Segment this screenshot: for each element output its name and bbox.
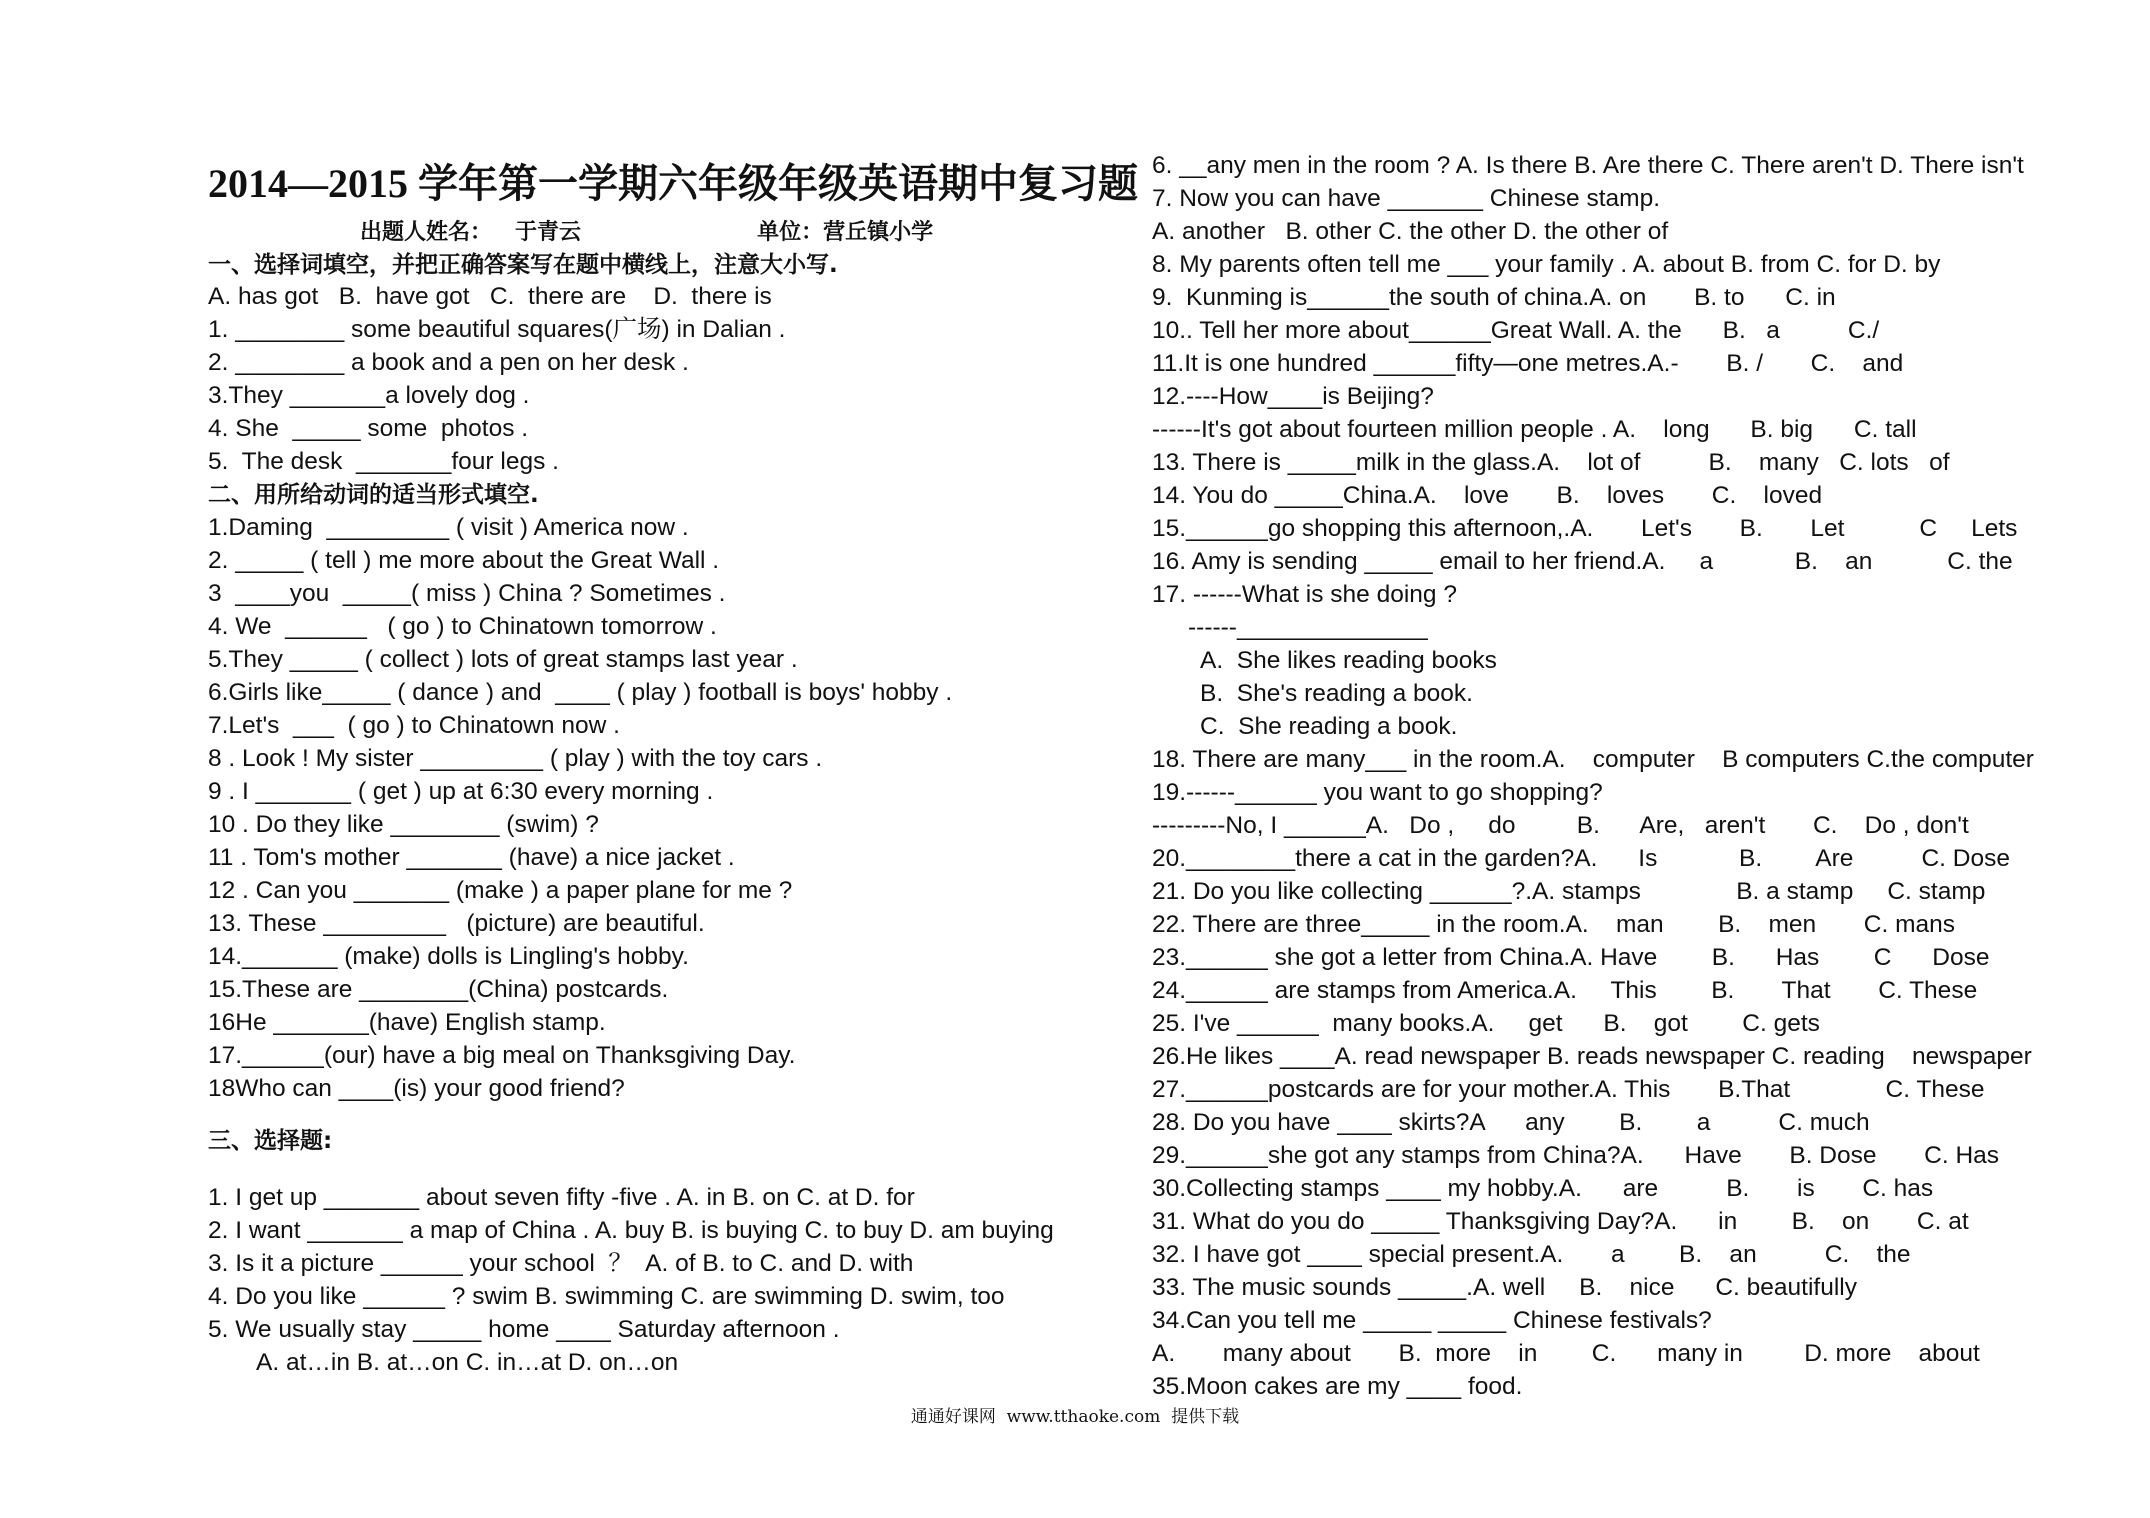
- question-item: ------______________: [1188, 614, 1428, 641]
- question-item: 19.------______ you want to go shopping?: [1152, 779, 1603, 806]
- section2-heading: 二、用所给动词的适当形式填空.: [208, 482, 539, 508]
- question-item: 15.______go shopping this afternoon,.A. Let's B. Let C Lets: [1152, 515, 2018, 542]
- section1-options: A. has got B. have got C. there are D. there is: [208, 283, 772, 310]
- question-item: 23.______ she got a letter from China.A. Have B. Has C Dose: [1152, 944, 1990, 971]
- section1-item: 4. She _____ some photos .: [208, 415, 529, 442]
- section2-item: 3 ____you _____( miss ) China ? Sometimes .: [208, 580, 726, 607]
- question-item: 31. What do you do _____ Thanksgiving Day?A. in B. on C. at: [1152, 1208, 1969, 1235]
- section2-item: 4. We ______ ( go ) to Chinatown tomorrow .: [208, 613, 717, 640]
- section1-item: 5. The desk _______four legs .: [208, 448, 559, 475]
- section2-item: 7.Let's ___ ( go ) to Chinatown now .: [208, 712, 620, 739]
- section3-item: 1. I get up _______ about seven fifty -five . A. in B. on C. at D. for: [208, 1184, 915, 1211]
- section2-item: 14._______ (make) dolls is Lingling's hobby.: [208, 943, 689, 970]
- question-item: 25. I've ______ many books.A. get B. got C. gets: [1152, 1010, 1820, 1037]
- question-item: ---------No, I ______A. Do , do B. Are, aren't C. Do , don't: [1152, 812, 1969, 839]
- section1-heading: 一、选择词填空，并把正确答案写在题中横线上，注意大小写.: [208, 252, 838, 278]
- question-item: 18. There are many___ in the room.A. computer B computers C.the computer: [1152, 746, 2034, 773]
- page-title: 2014—2015 学年第一学期六年级年级英语期中复习题: [208, 161, 1138, 206]
- author-line: 出题人姓名： 于青云 单位：营丘镇小学: [360, 220, 934, 245]
- question-item: 34.Can you tell me _____ _____ Chinese festivals?: [1152, 1307, 1712, 1334]
- question-item: A. many about B. more in C. many in D. more about: [1152, 1340, 1980, 1367]
- question-option: B. She's reading a book.: [1200, 680, 1473, 707]
- question-item: 7. Now you can have _______ Chinese stamp.: [1152, 185, 1661, 212]
- question-item: 33. The music sounds _____.A. well B. nice C. beautifully: [1152, 1274, 1857, 1301]
- section1-item: 1. ________ some beautiful squares(广场) in Dalian .: [208, 316, 786, 343]
- section3-item: 3. Is it a picture ______ your school ？ A. of B. to C. and D. with: [208, 1250, 914, 1277]
- section2-item: 6.Girls like_____ ( dance ) and ____ ( play ) football is boys' hobby .: [208, 679, 953, 706]
- question-item: 17. ------What is she doing ?: [1152, 581, 1457, 608]
- section3-item-options: A. at…in B. at…on C. in…at D. on…on: [256, 1349, 679, 1376]
- section2-item: 2. _____ ( tell ) me more about the Great Wall .: [208, 547, 720, 574]
- section2-item: 17.______(our) have a big meal on Thanksgiving Day.: [208, 1042, 796, 1069]
- section3-item: 4. Do you like ______ ? swim B. swimming C. are swimming D. swim, too: [208, 1283, 1005, 1310]
- question-item: 35.Moon cakes are my ____ food.: [1152, 1373, 1523, 1400]
- question-item: 10.. Tell her more about______Great Wall. A. the B. a C./: [1152, 317, 1880, 344]
- question-item: ------It's got about fourteen million people . A. long B. big C. tall: [1152, 416, 1917, 443]
- section2-item: 13. These _________ (picture) are beautiful.: [208, 910, 705, 937]
- section2-item: 10 . Do they like ________ (swim) ?: [208, 811, 599, 838]
- section3-item: 2. I want _______ a map of China . A. buy B. is buying C. to buy D. am buying: [208, 1217, 1054, 1244]
- question-item: 11.It is one hundred ______fifty—one metres.A.- B. / C. and: [1152, 350, 1904, 377]
- section2-item: 15.These are ________(China) postcards.: [208, 976, 669, 1003]
- section2-item: 8 . Look ! My sister _________ ( play ) with the toy cars .: [208, 745, 823, 772]
- section2-item: 12 . Can you _______ (make ) a paper plane for me ?: [208, 877, 793, 904]
- question-item: 14. You do _____China.A. love B. loves C. loved: [1152, 482, 1823, 509]
- section3-item: 5. We usually stay _____ home ____ Saturday afternoon .: [208, 1316, 840, 1343]
- question-option: A. She likes reading books: [1200, 647, 1497, 674]
- question-item: 30.Collecting stamps ____ my hobby.A. are B. is C. has: [1152, 1175, 1934, 1202]
- section2-item: 9 . I _______ ( get ) up at 6:30 every morning .: [208, 778, 714, 805]
- question-item: 6. __any men in the room ? A. Is there B. Are there C. There aren't D. There isn't: [1152, 152, 2024, 179]
- question-item: 27.______postcards are for your mother.A. This B.That C. These: [1152, 1076, 1985, 1103]
- question-item: 8. My parents often tell me ___ your family . A. about B. from C. for D. by: [1152, 251, 1941, 278]
- section2-item: 5.They _____ ( collect ) lots of great stamps last year .: [208, 646, 798, 673]
- question-item: 24.______ are stamps from America.A. This B. That C. These: [1152, 977, 1978, 1004]
- question-item: 26.He likes ____A. read newspaper B. reads newspaper C. reading newspaper: [1152, 1043, 2032, 1070]
- question-item: 29.______she got any stamps from China?A. Have B. Dose C. Has: [1152, 1142, 2000, 1169]
- section2-item: 16He _______(have) English stamp.: [208, 1009, 606, 1036]
- section2-item: 11 . Tom's mother _______ (have) a nice jacket .: [208, 844, 735, 871]
- question-item: 12.----How____is Beijing?: [1152, 383, 1434, 410]
- section2-item: 18Who can ____(is) your good friend?: [208, 1075, 625, 1102]
- question-option: C. She reading a book.: [1200, 713, 1458, 740]
- question-item: 9. Kunming is______the south of china.A. on B. to C. in: [1152, 284, 1836, 311]
- section3-heading: 三、选择题:: [208, 1128, 333, 1154]
- question-item: 20.________there a cat in the garden?A. Is B. Are C. Dose: [1152, 845, 2010, 872]
- question-item: 32. I have got ____ special present.A. a B. an C. the: [1152, 1241, 1911, 1268]
- question-item: 28. Do you have ____ skirts?A any B. a C. much: [1152, 1109, 1870, 1136]
- question-item: A. another B. other C. the other D. the other of: [1152, 218, 1669, 245]
- section1-item: 3.They _______a lovely dog .: [208, 382, 530, 409]
- question-item: 13. There is _____milk in the glass.A. lot of B. many C. lots of: [1152, 449, 1950, 476]
- page-footer: 通通好课网 www.tthaoke.com 提供下载: [910, 1407, 1240, 1427]
- section1-item: 2. ________ a book and a pen on her desk .: [208, 349, 689, 376]
- question-item: 21. Do you like collecting ______?.A. stamps B. a stamp C. stamp: [1152, 878, 1986, 905]
- section2-item: 1.Daming _________ ( visit ) America now .: [208, 514, 689, 541]
- question-item: 22. There are three_____ in the room.A. man B. men C. mans: [1152, 911, 1955, 938]
- question-item: 16. Amy is sending _____ email to her friend.A. a B. an C. the: [1152, 548, 2013, 575]
